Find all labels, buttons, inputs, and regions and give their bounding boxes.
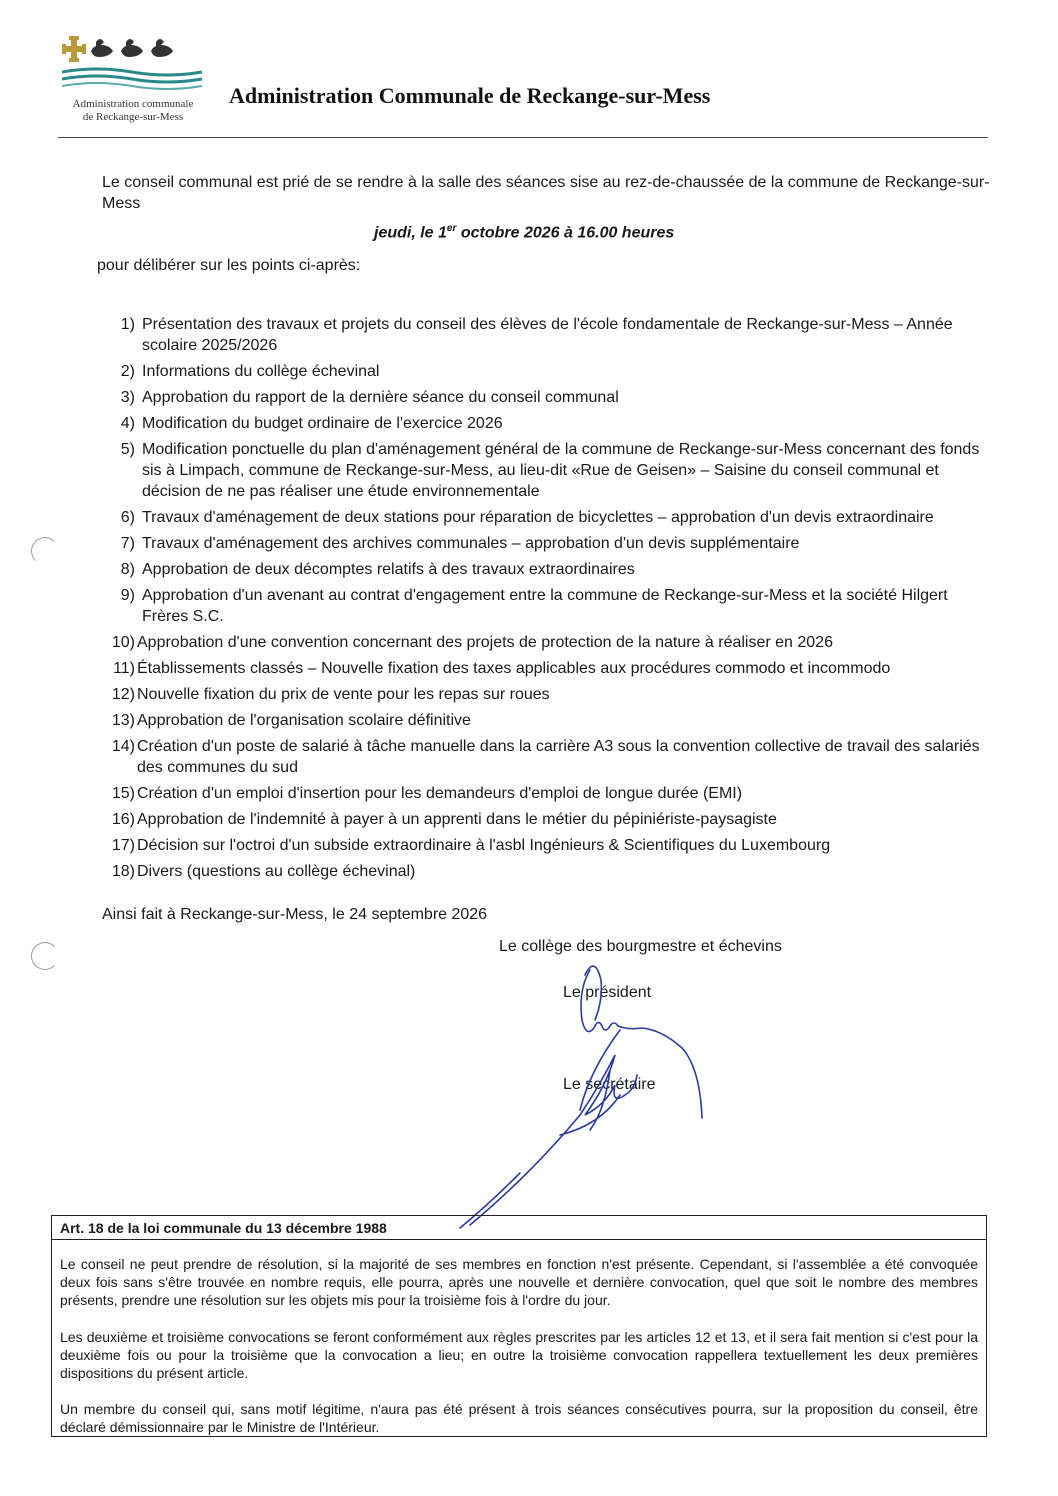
agenda-item-number: 16)	[111, 811, 135, 828]
agenda-item-text: Approbation d'un avenant au contrat d'engagement entre la commune de Reckange-sur-Mess et la société Hilgert Frères S.C.	[142, 587, 948, 625]
agenda-item-number: 2)	[120, 363, 135, 380]
agenda-item-number: 8)	[120, 561, 135, 578]
agenda-item-number: 18)	[111, 863, 135, 880]
agenda-item	[100, 684, 988, 705]
punch-hole-icon	[31, 942, 59, 970]
agenda-item-number: 9)	[120, 587, 135, 604]
agenda-item-number: 13)	[111, 712, 135, 729]
agenda-item	[100, 835, 988, 856]
agenda-item	[100, 585, 988, 627]
legal-paragraph: Les deuxième et troisième convocations se feront conformément aux règles prescrites par les articles 12 et 13, et il sera fait mention si c'est pour la deuxième fois ou pour la troisième que la convocation a lieu; en outre la troisième convocation rappellera textuellement les deux premières dispositions du présent article.	[60, 1329, 978, 1381]
signature-place-date: Ainsi fait à Reckange-sur-Mess, le 24 septembre 2026	[102, 906, 488, 923]
college-label: Le collège des bourgmestre et échevins	[499, 938, 782, 955]
agenda-item-text: Création d'un emploi d'insertion pour les demandeurs d'emploi de longue durée (EMI)	[137, 785, 743, 802]
coat-of-arms-icon	[62, 34, 204, 92]
agenda-item-number: 3)	[120, 389, 135, 406]
logo-caption	[58, 98, 208, 124]
agenda-item-number: 7)	[120, 535, 135, 552]
legal-notice-divider	[52, 1239, 986, 1240]
agenda-item	[100, 439, 988, 502]
meeting-date-prefix: jeudi, le 1	[374, 224, 447, 242]
agenda-item	[100, 736, 988, 778]
punch-hole-icon	[31, 537, 59, 565]
legal-notice-title: Art. 18 de la loi communale du 13 décembre 1988	[60, 1220, 387, 1236]
agenda-item-number: 12)	[111, 686, 135, 703]
agenda-item-text: Approbation d'une convention concernant des projets de protection de la nature à réaliser en 2026	[137, 634, 833, 651]
agenda-item-text: Nouvelle fixation du prix de vente pour les repas sur roues	[137, 686, 550, 703]
president-label: Le président	[563, 984, 652, 1001]
legal-notice-box	[51, 1215, 987, 1437]
agenda-item-text: Divers (questions au collège échevinal)	[137, 863, 416, 880]
agenda-item-text: Décision sur l'octroi d'un subside extraordinaire à l'asbl Ingénieurs & Scientifiques du Luxembourg	[137, 837, 831, 854]
meeting-date	[374, 223, 674, 242]
agenda-item-number: 1)	[120, 316, 135, 333]
agenda-item	[100, 783, 988, 804]
agenda-item-number: 10)	[111, 634, 135, 651]
handwritten-signatures	[440, 960, 730, 1240]
agenda-item	[100, 632, 988, 653]
logo-caption-line1: Administration communale	[72, 98, 194, 110]
agenda-item-text: Approbation de l'indemnité à payer à un apprenti dans le métier du pépiniériste-paysagiste	[137, 811, 777, 828]
agenda-item-text: Modification ponctuelle du plan d'aménagement général de la commune de Reckange-sur-Mess concernant des fonds sis à Limpach, commune de Reckange-sur-Mess, au lieu-dit «Rue de Geisen» – Saisine du conseil communal et décision de ne pas réaliser une étude environnementale	[142, 441, 980, 500]
agenda-item-text: Présentation des travaux et projets du conseil des élèves de l'école fondamentale de Reckange-sur-Mess – Année scolaire 2025/2026	[142, 316, 953, 354]
agenda-item	[100, 533, 988, 554]
agenda-item-number: 17)	[111, 837, 135, 854]
agenda-item	[100, 413, 988, 434]
purpose-text: pour délibérer sur les points ci-après:	[97, 257, 361, 274]
meeting-date-sup: er	[446, 223, 457, 234]
page-title: Administration Communale de Reckange-sur-Mess	[229, 83, 711, 108]
secretaire-signature	[470, 1030, 637, 1225]
agenda-item	[100, 559, 988, 580]
agenda-item-text: Travaux d'aménagement des archives communales – approbation d'un devis supplémentaire	[142, 535, 800, 552]
agenda-item-text: Informations du collège échevinal	[142, 363, 380, 380]
agenda-item-text: Modification du budget ordinaire de l'exercice 2026	[142, 415, 503, 432]
agenda-item	[100, 314, 988, 356]
agenda-item-number: 15)	[111, 785, 135, 802]
meeting-date-suffix: octobre 2026 à 16.00 heures	[456, 224, 675, 242]
agenda-item	[100, 809, 988, 830]
agenda-item-text: Approbation du rapport de la dernière séance du conseil communal	[142, 389, 619, 406]
agenda-item	[100, 658, 988, 679]
agenda-item-number: 6)	[120, 509, 135, 526]
logo-caption-line2: de Reckange-sur-Mess	[82, 111, 184, 123]
agenda-item	[100, 861, 988, 882]
agenda-item-text: Approbation de l'organisation scolaire définitive	[137, 712, 471, 729]
legal-paragraph: Un membre du conseil qui, sans motif légitime, n'aura pas été présent à trois séances consécutives pourra, sur la proposition du conseil, être déclaré démissionnaire par le Ministre de l'Intérieur.	[60, 1401, 978, 1435]
agenda-item	[100, 361, 988, 382]
commune-logo	[58, 34, 208, 126]
agenda-item-number: 11)	[113, 660, 135, 677]
agenda-item-text: Approbation de deux décomptes relatifs à des travaux extraordinaires	[142, 561, 635, 578]
agenda-item-number: 4)	[120, 415, 135, 432]
agenda-item	[100, 507, 988, 528]
agenda-item-number: 14)	[111, 738, 135, 755]
header-divider	[58, 137, 988, 138]
agenda-item-text: Établissements classés – Nouvelle fixation des taxes applicables aux procédures commodo et incommodo	[137, 660, 891, 677]
agenda-list	[100, 314, 988, 887]
agenda-item-text: Travaux d'aménagement de deux stations pour réparation de bicyclettes – approbation d'un devis extraordinaire	[142, 509, 934, 526]
agenda-item-text: Création d'un poste de salarié à tâche manuelle dans la carrière A3 sous la convention collective de travail des salariés des communes du sud	[137, 738, 980, 776]
agenda-item	[100, 710, 988, 731]
agenda-item	[100, 387, 988, 408]
president-signature	[581, 970, 702, 1118]
legal-paragraph: Le conseil ne peut prendre de résolution, si la majorité de ses membres en fonction n'est présente. Cependant, si l'assemblée a été convoquée deux fois sans s'être trouvée en nombre requis, elle pourra, après une nouvelle et dernière convocation, quel que soit le nombre des membres présents, prendre une résolution sur les objets mis pour la troisième fois à l'ordre du jour.	[60, 1256, 978, 1308]
agenda-item-number: 5)	[120, 441, 135, 458]
intro-text: Le conseil communal est prié de se rendre à la salle des séances sise au rez-de-chaussée de la commune de Reckange-sur-Mess	[102, 174, 990, 212]
secretaire-label: Le secrétaire	[563, 1076, 656, 1093]
